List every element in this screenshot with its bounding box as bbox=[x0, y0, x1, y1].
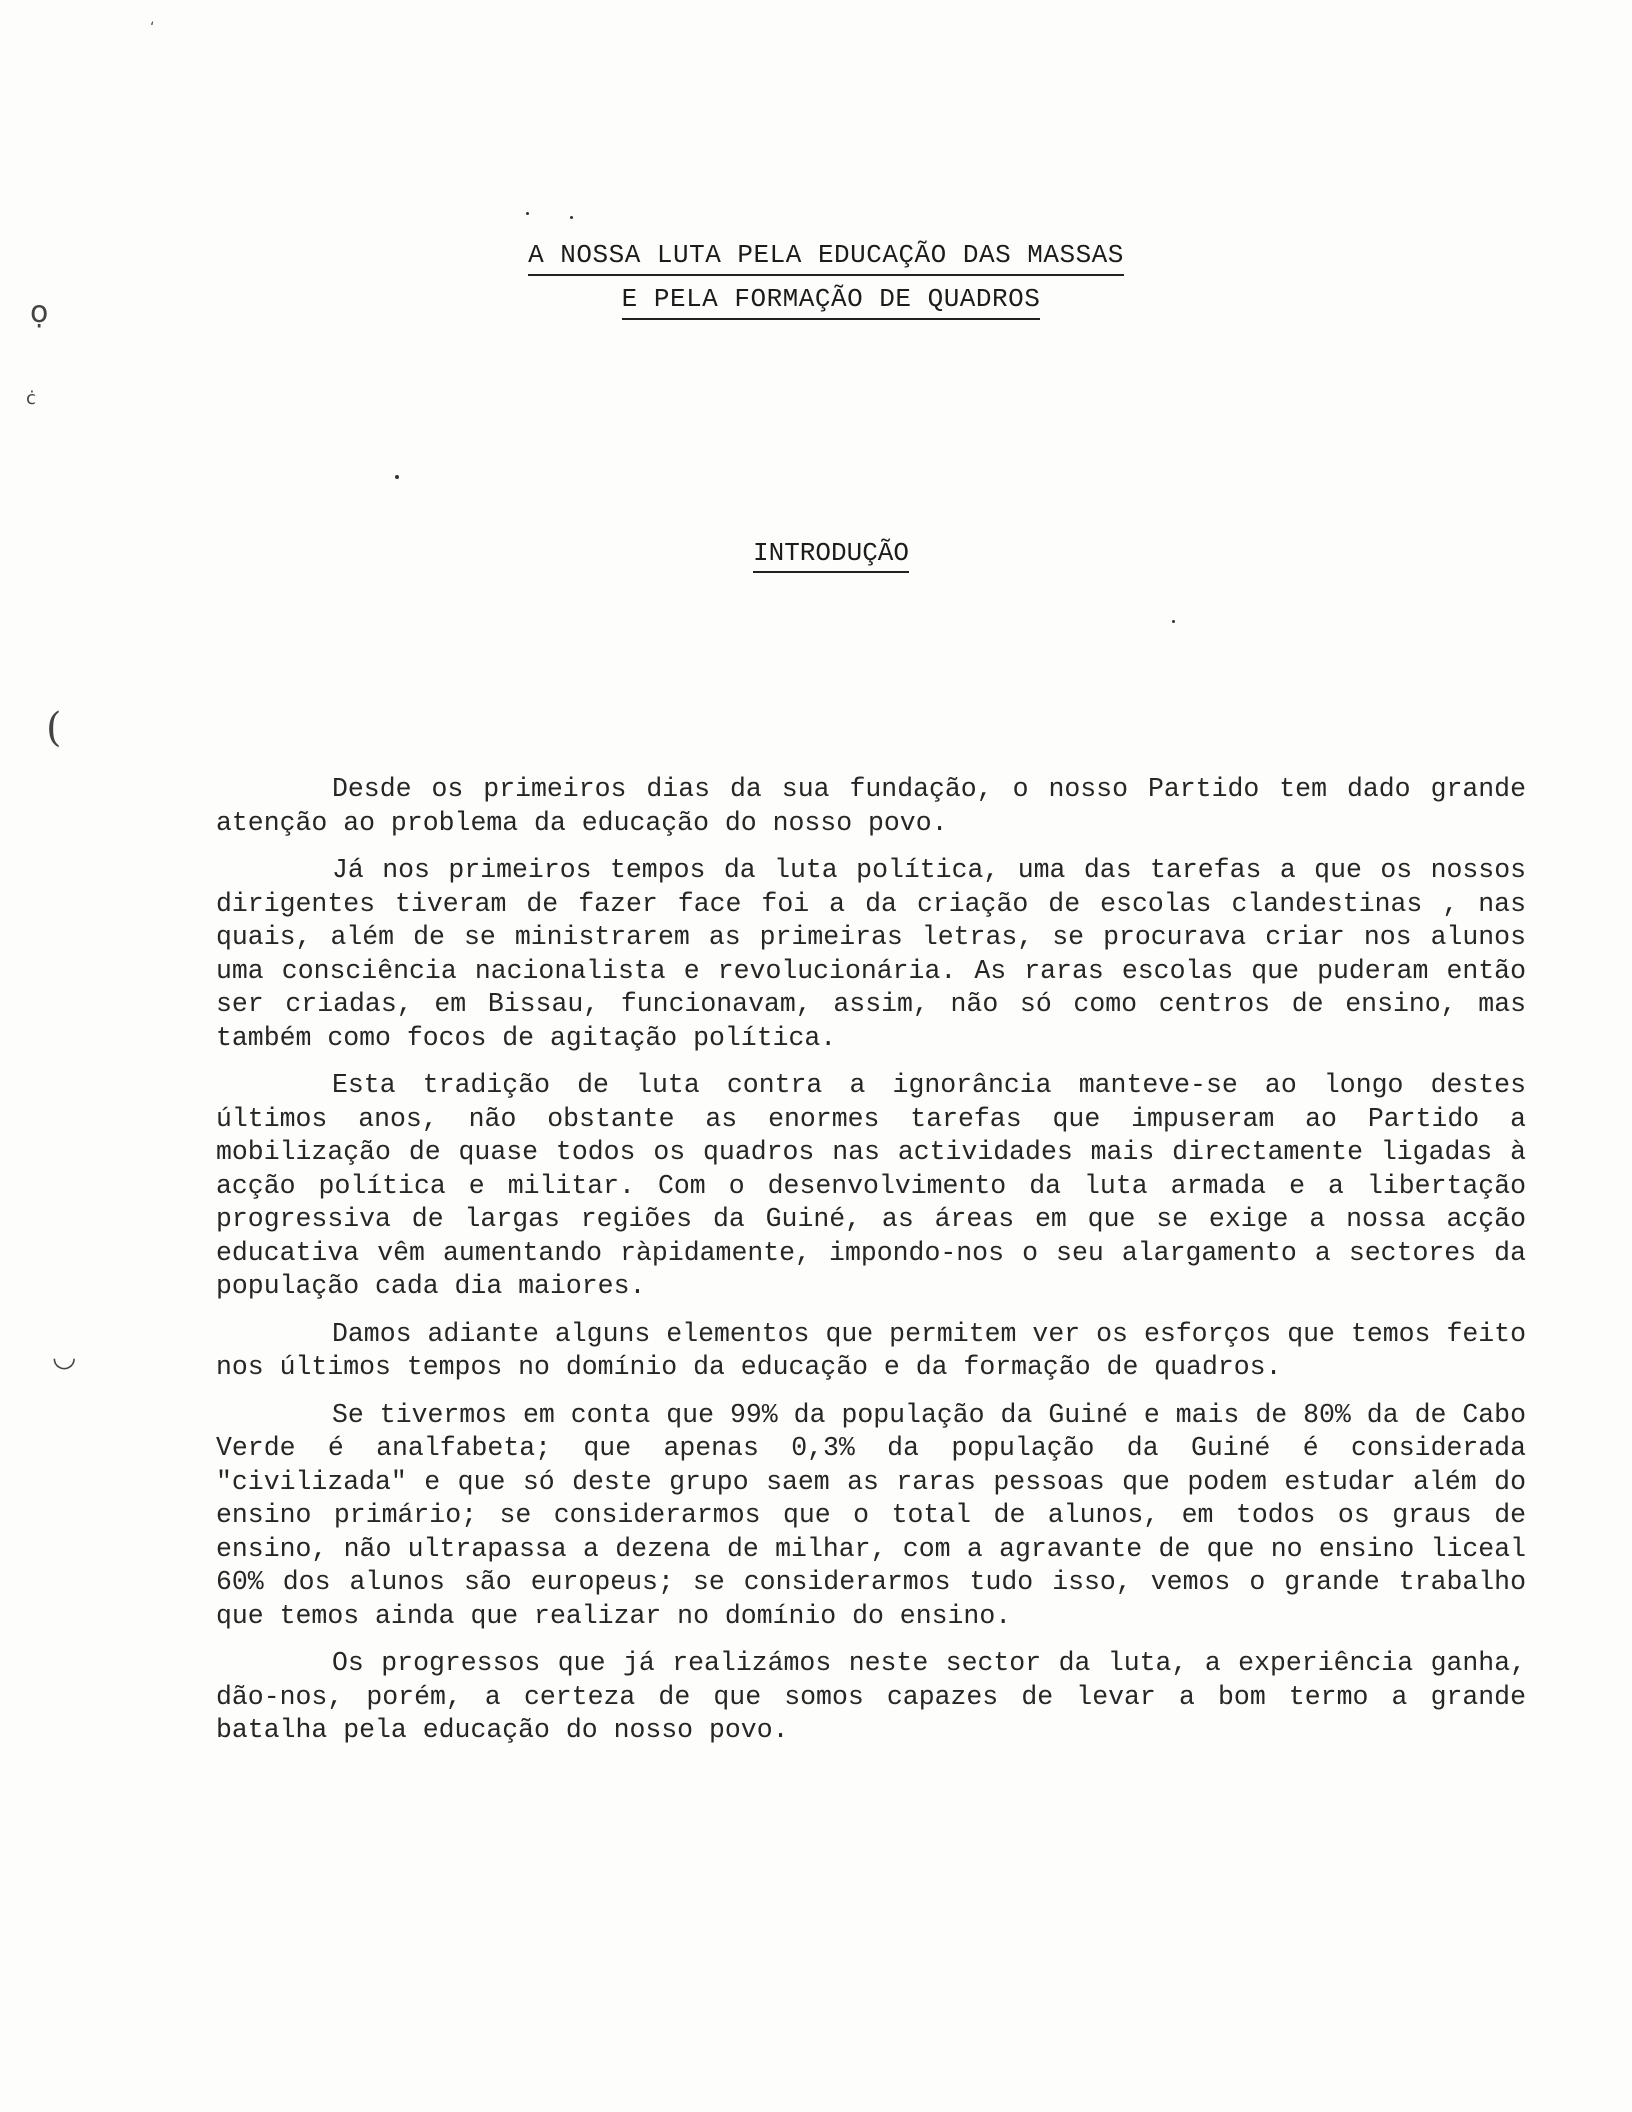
scan-mark: ċ bbox=[26, 388, 36, 409]
scan-dot bbox=[395, 475, 399, 479]
document-body bbox=[216, 773, 1526, 1762]
paragraph-6: Os progressos que já realizámos neste sector da luta, a experiência ganha, dão-nos, porém, a certeza de que somos capazes de levar a bom termo a grande batalha pela educação do nosso povo. bbox=[216, 1648, 1526, 1745]
document-title bbox=[0, 240, 1632, 320]
paragraph-2: Já nos primeiros tempos da luta política, uma das tarefas a que os nossos dirigentes tiveram de fazer face foi a da criação de escolas clandestinas , nas quais, além de se ministrarem as primeiras letras, se procurava criar nos alunos uma consciência nacionalista e revolucionária. As raras escolas que puderam então ser criadas, em Bissau, funcionavam, assim, não só como centros de ensino, mas também como focos de agitação política. bbox=[216, 855, 1526, 1053]
scan-mark: ( bbox=[46, 705, 62, 751]
scan-mark: ọ bbox=[30, 295, 49, 330]
paragraph-4: Damos adiante alguns elementos que permitem ver os esforços que temos feito nos últimos tempos no domínio da educação e da formação de quadros. bbox=[216, 1318, 1526, 1382]
scan-dot bbox=[1172, 620, 1175, 623]
paragraph-3: Esta tradição de luta contra a ignorância manteve-se ao longo destes últimos anos, não obstante as enormes tarefas que impuseram ao Partido a mobilização de quase todos os quadros nas actividades mais directamente ligadas à acção política e militar. Com o desenvolvimento da luta armada e a libertação progressiva de largas regiões da Guiné, as áreas em que se exige a nossa acção educativa vêm aumentando ràpidamente, impondo-nos o seu alargamento a sectores da população cada dia maiores. bbox=[216, 1070, 1526, 1301]
scan-dot bbox=[570, 216, 573, 219]
title-line-1: A NOSSA LUTA PELA EDUCAÇÃO DAS MASSAS bbox=[528, 240, 1124, 276]
section-heading bbox=[0, 538, 1632, 573]
scan-dot bbox=[526, 212, 529, 215]
title-line-2: E PELA FORMAÇÃO DE QUADROS bbox=[622, 284, 1041, 320]
section-heading-text: INTRODUÇÃO bbox=[753, 538, 909, 573]
scan-mark: ◡ bbox=[52, 1340, 77, 1373]
paragraph-5: Se tivermos em conta que 99% da população da Guiné e mais de 80% da de Cabo Verde é analfabeta; que apenas 0,3% da população da Guiné é considerada "civilizada" e que só deste grupo saem as raras pessoas que podem estudar além do ensino primário; se considerarmos que o total de alunos, em todos os graus de ensino, não ultrapassa a dezena de milhar, com a agravante de que no ensino liceal 60% dos alunos são europeus; se considerarmos tudo isso, vemos o grande trabalho que temos ainda que realizar no domínio do ensino. bbox=[216, 1399, 1526, 1631]
paragraph-1: Desde os primeiros dias da sua fundação, o nosso Partido tem dado grande atenção ao problema da educação do nosso povo. bbox=[216, 774, 1526, 838]
scan-mark: ‘ bbox=[150, 20, 155, 36]
